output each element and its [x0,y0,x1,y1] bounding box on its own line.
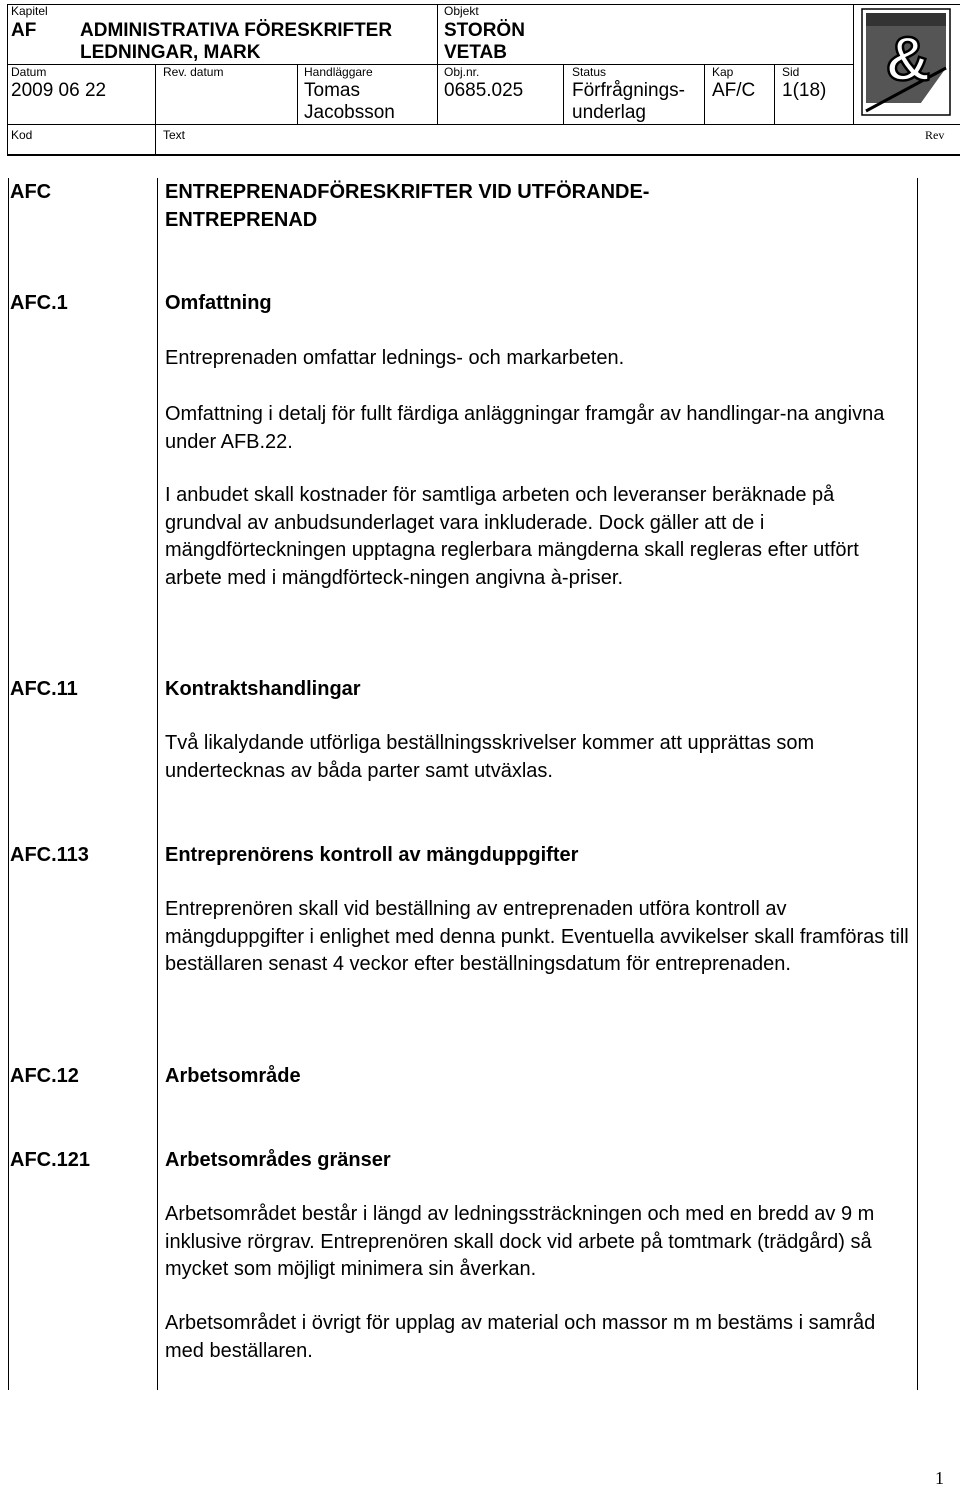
datum-label: Datum [11,65,47,79]
kod-label: Kod [11,128,33,142]
paragraph-afc-1-1: Entreprenaden omfattar lednings- och markarbeten. [165,347,625,369]
handlaggare-value-line2: Jacobsson [304,102,395,123]
page-number: 1 [935,1468,944,1488]
revdatum-label: Rev. datum [163,65,224,79]
text-label: Text [163,128,186,142]
rev-label: Rev [925,128,945,142]
section-heading-afc-1: Omfattning [165,292,272,314]
kapitel-label: Kapitel [11,4,48,18]
section-code-afc-11: AFC.11 [10,678,78,700]
section-heading-afc-12: Arbetsområde [165,1065,301,1087]
handlaggare-value-line1: Tomas [304,80,360,101]
ampersand-logo-icon [861,8,951,116]
handlaggare-label: Handläggare [304,65,373,79]
paragraph-afc-1-2: Omfattning i detalj för fullt färdiga anläggningar framgår av handlingar-na angivna under AFB.22. [165,403,885,453]
kap-label: Kap [712,65,734,79]
section-code-afc: AFC [10,181,52,203]
paragraph-afc-1-3: I anbudet skall kostnader för samtliga arbeten och leveranser beräknade på grundval av anbudsunderlaget vara inkluderade. Dock gäller att de i mängdförteckningen upptagna reglerbara mängderna skall regleras efter utfört arbete med i mängdförteck-ningen angivna à-priser. [165,484,859,589]
body-left-border [8,178,9,1390]
objekt-value-line1: STORÖN [444,20,525,41]
status-value-line2: underlag [572,102,646,123]
objnr-label: Obj.nr. [444,65,480,79]
section-heading-afc: ENTREPRENADFÖRESKRIFTER VID UTFÖRANDE-ENTREPRENAD [165,181,650,231]
section-heading-afc-121: Arbetsområdes gränser [165,1149,391,1171]
document-header [7,4,960,155]
sid-label: Sid [782,65,800,79]
kap-value: AF/C [712,80,756,101]
section-code-afc-12: AFC.12 [10,1065,79,1087]
section-code-afc-113: AFC.113 [10,844,89,866]
body-rev-divider [917,178,918,1390]
datum-value: 2009 06 22 [11,80,107,101]
objekt-value-line2: VETAB [444,42,507,63]
status-label: Status [572,65,607,79]
section-code-afc-1: AFC.1 [10,292,68,314]
paragraph-afc-121-2: Arbetsområdet i övrigt för upplag av material och massor m m bestäms i samråd med beställaren. [165,1312,876,1362]
body-text-divider [157,178,158,1390]
objnr-value: 0685.025 [444,80,524,101]
document-subtitle: LEDNINGAR, MARK [80,42,261,63]
paragraph-afc-11-1: Två likalydande utförliga beställningsskrivelser kommer att upprättas som undertecknas av båda parter samt utväxlas. [165,732,815,782]
section-heading-afc-11: Kontraktshandlingar [165,678,361,700]
objekt-label: Objekt [444,4,479,18]
status-value-line1: Förfrågnings- [572,80,685,101]
svg-text:&: & [885,25,931,94]
document-title: ADMINISTRATIVA FÖRESKRIFTER [80,20,393,41]
paragraph-afc-121-1: Arbetsområdet består i längd av ledningssträckningen och med en bredd av 9 m inklusive rörgrav. Entreprenören skall dock vid arbete på tomtmark (trädgård) så mycket som möjligt minimera sin åverkan. [165,1203,875,1280]
kapitel-value: AF [11,20,37,41]
section-heading-afc-113: Entreprenörens kontroll av mängduppgifter [165,844,579,866]
sid-value: 1(18) [782,80,827,101]
section-code-afc-121: AFC.121 [10,1149,91,1171]
paragraph-afc-113-1: Entreprenören skall vid beställning av entreprenaden utföra kontroll av mängduppgifter i enlighet med denna punkt. Eventuella avvikelser skall framföras till beställaren senast 4 veckor efter beställningsdatum för entreprenaden. [165,898,909,975]
